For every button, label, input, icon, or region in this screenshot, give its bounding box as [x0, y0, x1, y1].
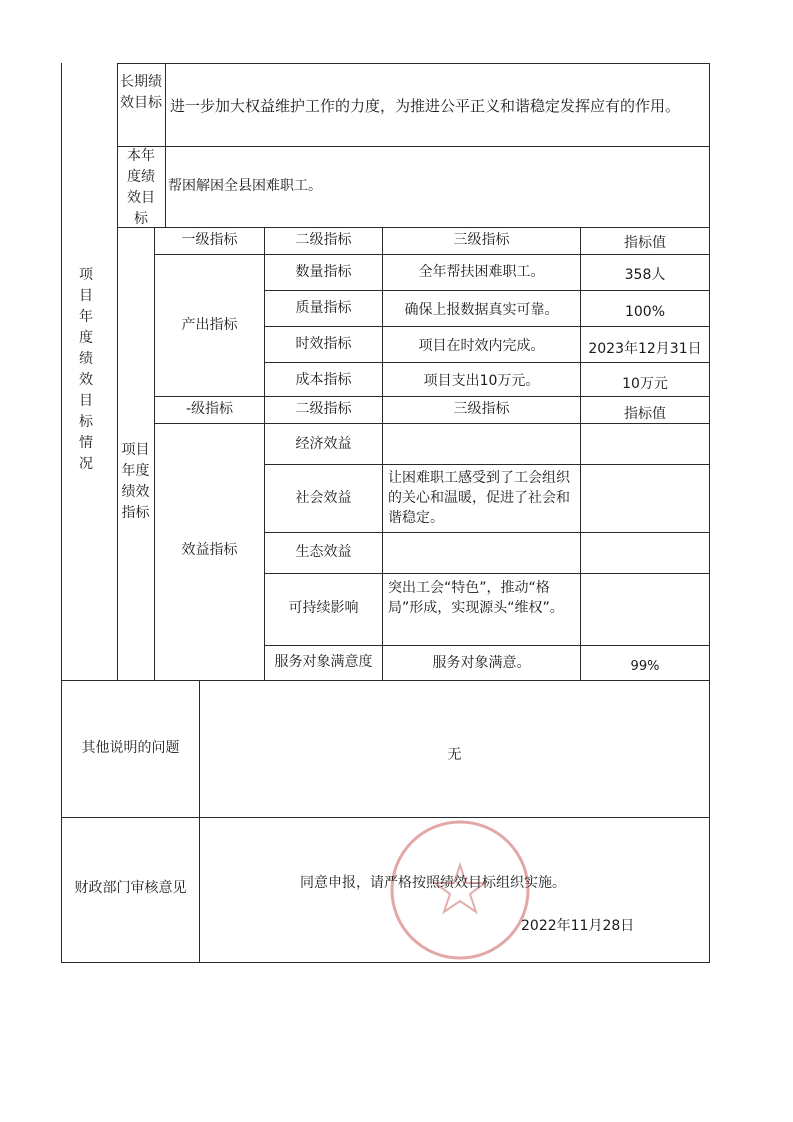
other-issues-content: 无	[447, 747, 462, 763]
line	[61, 63, 62, 963]
indicators-label: 项目年度绩效指标	[121, 442, 150, 521]
output-row-level2: 数量指标	[295, 264, 352, 280]
line	[264, 326, 709, 327]
header-value: 指标值	[624, 235, 666, 251]
output-row-level3: 项目在时效内完成。	[418, 338, 545, 354]
finance-review-date: 2022年11月28日	[521, 918, 635, 934]
line	[709, 63, 710, 963]
line	[580, 227, 581, 681]
line	[264, 645, 709, 646]
line	[199, 680, 200, 963]
header-level3: 三级指标	[453, 232, 510, 248]
header-level1: -级指标	[185, 401, 234, 417]
output-row-value: 2023年12月31日	[588, 341, 702, 357]
output-row-level3: 确保上报数据真实可靠。	[404, 302, 559, 318]
line	[264, 532, 709, 533]
output-row-level2: 时效指标	[295, 336, 352, 352]
line	[117, 63, 709, 64]
benefit-row-level2: 社会效益	[295, 490, 352, 506]
line	[61, 680, 709, 681]
finance-review-label: 财政部门审核意见	[74, 880, 187, 896]
line	[264, 290, 709, 291]
benefit-row-level3: 突出工会“特色”，推动“格局”形成，实现源头“维权”。	[388, 580, 564, 616]
output-row-level2: 质量指标	[295, 300, 352, 316]
output-row-value: 10万元	[622, 376, 668, 392]
section-label: 项目年度绩效目标情况	[79, 267, 93, 472]
benefit-row-level2: 可持续影响	[288, 600, 359, 616]
output-level1: 产出指标	[181, 317, 238, 333]
other-issues-label: 其他说明的问题	[81, 740, 180, 756]
annual-target-label: 本年度绩效目标	[127, 148, 155, 227]
header-value: 指标值	[624, 406, 666, 422]
line	[117, 146, 709, 147]
satisfaction-value: 99%	[630, 659, 660, 674]
line	[165, 63, 166, 228]
header-level1: 一级指标	[181, 232, 238, 248]
line	[117, 227, 709, 228]
benefit-row-level3: 让困难职工感受到了工会组织的关心和温暖，促进了社会和谐稳定。	[388, 470, 570, 526]
header-level2: 二级指标	[295, 232, 352, 248]
line	[264, 362, 709, 363]
line	[117, 63, 118, 681]
header-level3: 三级指标	[453, 401, 510, 417]
output-row-level3: 项目支出10万元。	[423, 373, 540, 389]
long-term-label: 长期绩效目标	[120, 74, 162, 111]
benefit-level1: 效益指标	[181, 542, 238, 558]
satisfaction-level3: 服务对象满意。	[432, 655, 531, 671]
output-row-level3: 全年帮扶困难职工。	[418, 264, 545, 280]
output-row-value: 100%	[624, 304, 666, 320]
annual-target-content: 帮困解困全县困难职工。	[168, 178, 322, 194]
line	[264, 464, 709, 465]
line	[154, 227, 155, 681]
line	[154, 254, 709, 255]
long-term-content: 进一步加大权益维护工作的力度，为推进公平正义和谐稳定发挥应有的作用。	[170, 97, 681, 115]
line	[264, 573, 709, 574]
satisfaction-level2: 服务对象满意度	[274, 654, 373, 670]
benefit-row-level2: 经济效益	[295, 436, 352, 452]
finance-review-content: 同意申报，请严格按照绩效目标组织实施。	[300, 875, 566, 891]
output-row-value: 358人	[624, 267, 666, 283]
header-level2: 二级指标	[295, 401, 352, 417]
output-row-level2: 成本指标	[295, 372, 352, 388]
benefit-row-level2: 生态效益	[295, 544, 352, 560]
line	[382, 227, 383, 681]
line	[154, 396, 709, 397]
